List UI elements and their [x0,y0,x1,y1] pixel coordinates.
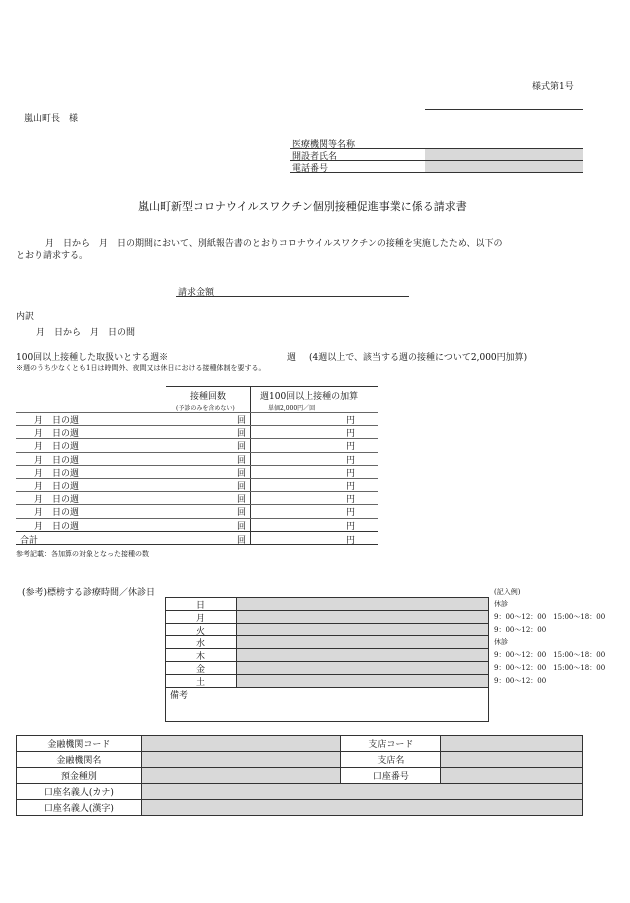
signature-line [425,109,583,110]
hours-day-label: 火 [196,626,206,637]
bank-name-label: 金融機関名 [17,752,142,768]
hours-input-field[interactable] [236,598,488,610]
total-label: 合計 [20,536,39,546]
hours-example: 9：00～12：00 15:00～18：00 [494,612,606,621]
hours-example: 9：00～12：00 [494,625,547,634]
addressee: 嵐山町長 様 [24,114,79,124]
week-row-label: 月 日の週 [34,455,80,466]
form-number: 様式第1号 [532,82,574,92]
col-bonus-sub: 単価2,000円／回 [268,405,316,412]
week-row-label: 月 日の週 [34,508,80,519]
week-row-count-unit: 回 [237,495,247,506]
breakdown-label: 内訳 [16,312,35,322]
table-top-line [166,386,378,387]
hours-title: (参考)標榜する診療時間／休診日 [22,588,156,598]
institution-label: 医療機関等名称 [292,140,356,150]
week-row-label: 月 日の週 [34,442,80,453]
week-row-label: 月 日の週 [34,495,80,506]
weeks-unit: 週 [287,353,297,363]
applicant-row-line [290,172,583,173]
week-row-count-unit: 回 [237,468,247,479]
breakdown-period: 月 日から 月 日の間 [36,328,136,338]
hours-day-label: 金 [196,665,206,675]
claim-label: 請求金額 [178,288,215,298]
hours-input-field[interactable] [236,636,488,648]
hours-day-label: 土 [196,677,206,688]
bank-code-label: 金融機関コード [17,736,142,752]
col-count-sub: (予診のみを含めない) [176,405,235,412]
reference-note: 参考記載：各加算の対象となった接種の数 [16,550,149,558]
weeks-footnote: ※週のうち少なくとも1日は時間外、夜間又は休日における接種体制を要する。 [16,364,266,372]
week-row-label: 月 日の週 [34,429,80,440]
hours-example: 9：00～12：00 [494,676,547,685]
branch-code-field[interactable] [441,736,583,752]
hours-example: 9：00～12：00 15:00～18：00 [494,651,606,660]
total-top-line [16,531,378,532]
week-row-label: 月 日の週 [34,416,80,426]
hours-example: 9：00～12：00 15:00～18：00 [494,664,606,672]
hours-day-label: 月 [196,613,206,624]
week-row-count-unit: 回 [237,508,247,519]
week-row-amount-unit: 円 [346,468,356,479]
founder-name-field[interactable] [425,149,583,160]
holder-kanji-field[interactable] [141,800,582,816]
holder-kana-field[interactable] [141,784,582,800]
deposit-type-field[interactable] [141,768,341,784]
week-row-label: 月 日の週 [34,482,80,492]
account-number-field[interactable] [441,768,583,784]
hours-input-field[interactable] [236,624,488,636]
deposit-type-label: 預金種別 [17,768,142,784]
week-row-count-unit: 回 [237,429,247,440]
hours-example: 休診 [494,638,508,647]
hours-divider [236,597,237,687]
hours-input-field[interactable] [236,611,488,623]
founder-label: 開設者氏名 [292,152,338,162]
weeks-line-note: (4週以上で、該当する週の接種について2,000円加算) [309,353,528,363]
intro-line-2: とおり請求する。 [16,251,89,261]
document-title: 嵐山町新型コロナウイルスワクチン個別接種促進事業に係る請求書 [138,200,467,213]
bank-code-field[interactable] [141,736,341,752]
week-row-amount-unit: 円 [346,416,356,426]
intro-line-1: 月 日から 月 日の期間において、別紙報告書のとおりコロナウイルスワクチンの接種を実施したため、以下の [45,239,503,249]
week-row-amount-unit: 円 [346,442,356,453]
week-row-amount-unit: 円 [346,521,356,532]
weeks-line-left: 100回以上接種した取扱いとする週※ [16,353,169,363]
phone-field[interactable] [425,161,583,172]
hours-day-label: 木 [196,652,206,663]
col-bonus-header: 週100回以上接種の加算 [260,392,359,402]
remarks-label: 備考 [170,691,189,701]
week-row-count-unit: 回 [237,416,247,426]
week-row-count-unit: 回 [237,442,247,453]
week-row-amount-unit: 円 [346,495,356,506]
week-row-amount-unit: 円 [346,429,356,440]
account-number-label: 口座番号 [341,768,441,784]
holder-kanji-label: 口座名義人(漢字) [17,800,142,816]
week-row-count-unit: 回 [237,455,247,466]
bank-table [16,735,583,816]
col-count-header: 接種回数 [190,392,227,402]
claim-amount-line[interactable] [176,296,409,297]
branch-name-field[interactable] [441,752,583,768]
week-row-amount-unit: 円 [346,508,356,519]
hours-example: 休診 [494,600,508,608]
branch-name-label: 支店名 [341,752,441,768]
branch-code-label: 支店コード [341,736,441,752]
holder-kana-label: 口座名義人(カナ) [17,784,142,800]
phone-label: 電話番号 [292,164,329,174]
hours-input-field[interactable] [236,675,488,687]
hours-day-label: 水 [196,639,206,650]
total-amount-unit: 円 [346,536,356,546]
bank-name-field[interactable] [141,752,341,768]
hours-row-line [165,687,489,688]
week-row-count-unit: 回 [237,521,247,532]
hours-input-field[interactable] [236,662,488,674]
hours-input-field[interactable] [236,649,488,661]
example-label: (記入例) [494,588,521,596]
total-bottom-line [16,544,378,545]
week-row-amount-unit: 円 [346,455,356,466]
hours-day-label: 日 [196,601,206,611]
week-row-label: 月 日の週 [34,521,80,532]
week-row-label: 月 日の週 [34,468,80,479]
week-row-amount-unit: 円 [346,482,356,492]
week-row-count-unit: 回 [237,482,247,492]
total-count-unit: 回 [237,536,247,546]
